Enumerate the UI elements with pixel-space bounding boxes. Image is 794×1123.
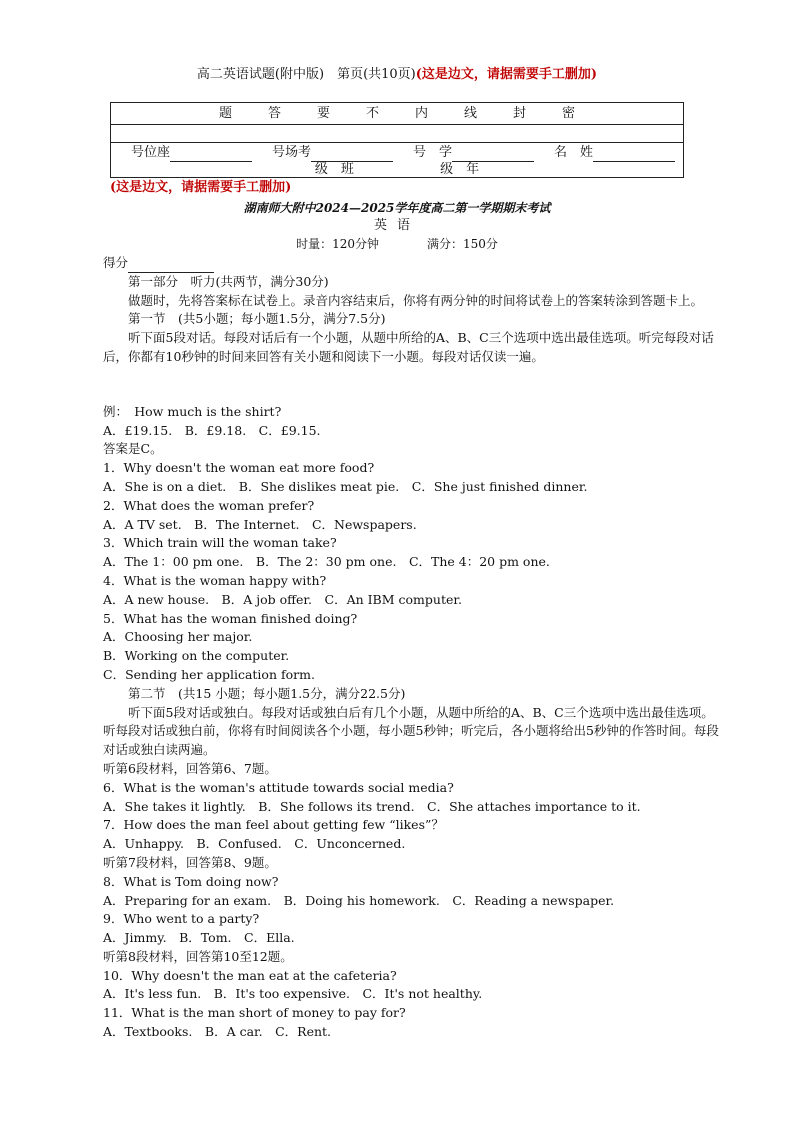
side-edit-note: (这是边文，请据需要手工删加) xyxy=(110,180,292,195)
header-edit-note: (这是边文，请据需要手工删加) xyxy=(415,67,598,82)
text-line: 11．What is the man short of money to pay for? xyxy=(103,1005,406,1021)
seal-char: 要 xyxy=(316,106,330,121)
score-blank[interactable] xyxy=(128,258,214,273)
text-line: 第一部分 听力(共两节，满分30分) xyxy=(128,273,329,289)
seal-char: 密 xyxy=(562,106,576,121)
grade-label: 级 年 xyxy=(440,162,480,177)
text-line: A．Choosing her major. xyxy=(103,629,253,645)
text-line: 3．Which train will the woman take? xyxy=(103,535,337,551)
class-field[interactable]: 级 班 xyxy=(315,162,420,177)
text-line: 听下面5段对话。每段对话后有一个小题，从题中所给的A、B、C三个选项中选出最佳选项。听完每段对话后，你都有10秒钟的时间来回答有关小题和阅读下一小题。每段对话仅读一遍。 xyxy=(103,330,714,364)
text-line: 第一节 (共5小题；每小题1.5分，满分7.5分) xyxy=(128,311,386,327)
seal-char: 题 xyxy=(218,106,232,121)
exam-room-field[interactable]: 号场考 xyxy=(272,144,393,162)
text-line: 例： How much is the shirt? xyxy=(103,403,282,419)
exam-title: 湖南师大附中2024—2025学年度高二第一学期期末考试 xyxy=(243,201,551,215)
text-line: 做题时，先将答案标在试卷上。录音内容结束后，你将有两分钟的时间将试卷上的答案转涂到答题卡上。 xyxy=(128,292,704,308)
text-line: 听下面5段对话或独白。每段对话或独白后有几个小题，从题中所给的A、B、C三个选项中选出最佳选项。听每段对话或独白前，你将有时间阅读各个小题，每小题5秒钟；听完后，各小题将给出5秒钟的作答时间。每段对话或独白读两遍。 xyxy=(103,704,719,758)
text-line: A．She takes it lightly. B．She follows its trend. C．She attaches importance to it. xyxy=(103,798,641,814)
seat-number-field[interactable]: 号位座 xyxy=(131,144,252,162)
text-line: B．Working on the computer. xyxy=(103,648,290,664)
text-line: A．Preparing for an exam. B．Doing his homework. C．Reading a newspaper. xyxy=(103,892,615,908)
text-line: 答案是C。 xyxy=(103,441,163,457)
seal-class-row xyxy=(111,161,683,178)
seal-info-row xyxy=(131,144,675,162)
subject-title: 英语 xyxy=(373,218,420,233)
text-line: 10．Why doesn't the man eat at the cafeteria? xyxy=(103,967,397,983)
text-line: A．Textbooks. B．A car. C．Rent. xyxy=(103,1024,332,1040)
text-line: 第二节 (共15 小题；每小题1.5分，满分22.5分) xyxy=(128,685,406,701)
text-line: A．The 1：00 pm one. B．The 2：30 pm one. C．The 4：20 pm one. xyxy=(103,554,550,570)
page-header xyxy=(0,66,794,84)
text-line: 听第6段材料，回答第6、7题。 xyxy=(103,760,277,776)
spacer xyxy=(103,367,719,403)
time-limit: 时量：120分钟 xyxy=(296,237,379,251)
score-label: 得分 xyxy=(103,255,129,270)
text-line: C．Sending her application form. xyxy=(103,666,315,682)
text-line: 9．Who went to a party? xyxy=(103,911,260,927)
seal-char: 答 xyxy=(267,106,281,121)
name-field[interactable]: 名 姓 xyxy=(554,144,675,162)
exam-time-score xyxy=(0,236,794,252)
text-line: A．A TV set. B．The Internet. C．Newspapers. xyxy=(103,516,417,532)
text-line: 听第7段材料，回答第8、9题。 xyxy=(103,854,277,870)
text-line: A．Jimmy. B．Tom. C．Ella. xyxy=(103,930,295,946)
text-line: 听第8段材料，回答第10至12题。 xyxy=(103,948,293,964)
score-line xyxy=(103,254,719,273)
seal-warning-row xyxy=(111,103,683,125)
text-line: A．A new house. B．A job offer. C．An IBM computer. xyxy=(103,591,462,607)
text-line: A．It's less fun. B．It's too expensive. C．It's not healthy. xyxy=(103,986,483,1002)
seal-char: 线 xyxy=(464,106,478,121)
text-line: 8．What is Tom doing now? xyxy=(103,873,279,889)
seal-char: 封 xyxy=(513,106,527,121)
text-line: A．She is on a diet. B．She dislikes meat pie. C．She just finished dinner. xyxy=(103,478,588,494)
text-line: 6．What is the woman's attitude towards social media? xyxy=(103,779,454,795)
seal-line-box xyxy=(110,102,684,178)
text-line: 1．Why doesn't the woman eat more food? xyxy=(103,460,375,476)
text-line: 2．What does the woman prefer? xyxy=(103,497,315,513)
seal-char: 不 xyxy=(365,106,379,121)
seal-blank-row xyxy=(111,124,683,143)
seal-char: 内 xyxy=(415,106,429,121)
text-line: A．£19.15. B．£9.18. C．£9.15. xyxy=(103,422,321,438)
student-id-field[interactable]: 号 学 xyxy=(413,144,534,162)
text-line: 4．What is the woman happy with? xyxy=(103,572,327,588)
exam-body xyxy=(103,254,719,1042)
full-score: 满分：150分 xyxy=(427,237,498,251)
header-title: 高二英语试题(附中版) 第页(共10页) xyxy=(196,67,416,82)
text-line: 7．How does the man feel about getting few “likes”？ xyxy=(103,817,444,833)
text-line: 5．What has the woman finished doing? xyxy=(103,610,358,626)
text-line: A．Unhappy. B．Confused. C．Unconcerned. xyxy=(103,836,406,852)
